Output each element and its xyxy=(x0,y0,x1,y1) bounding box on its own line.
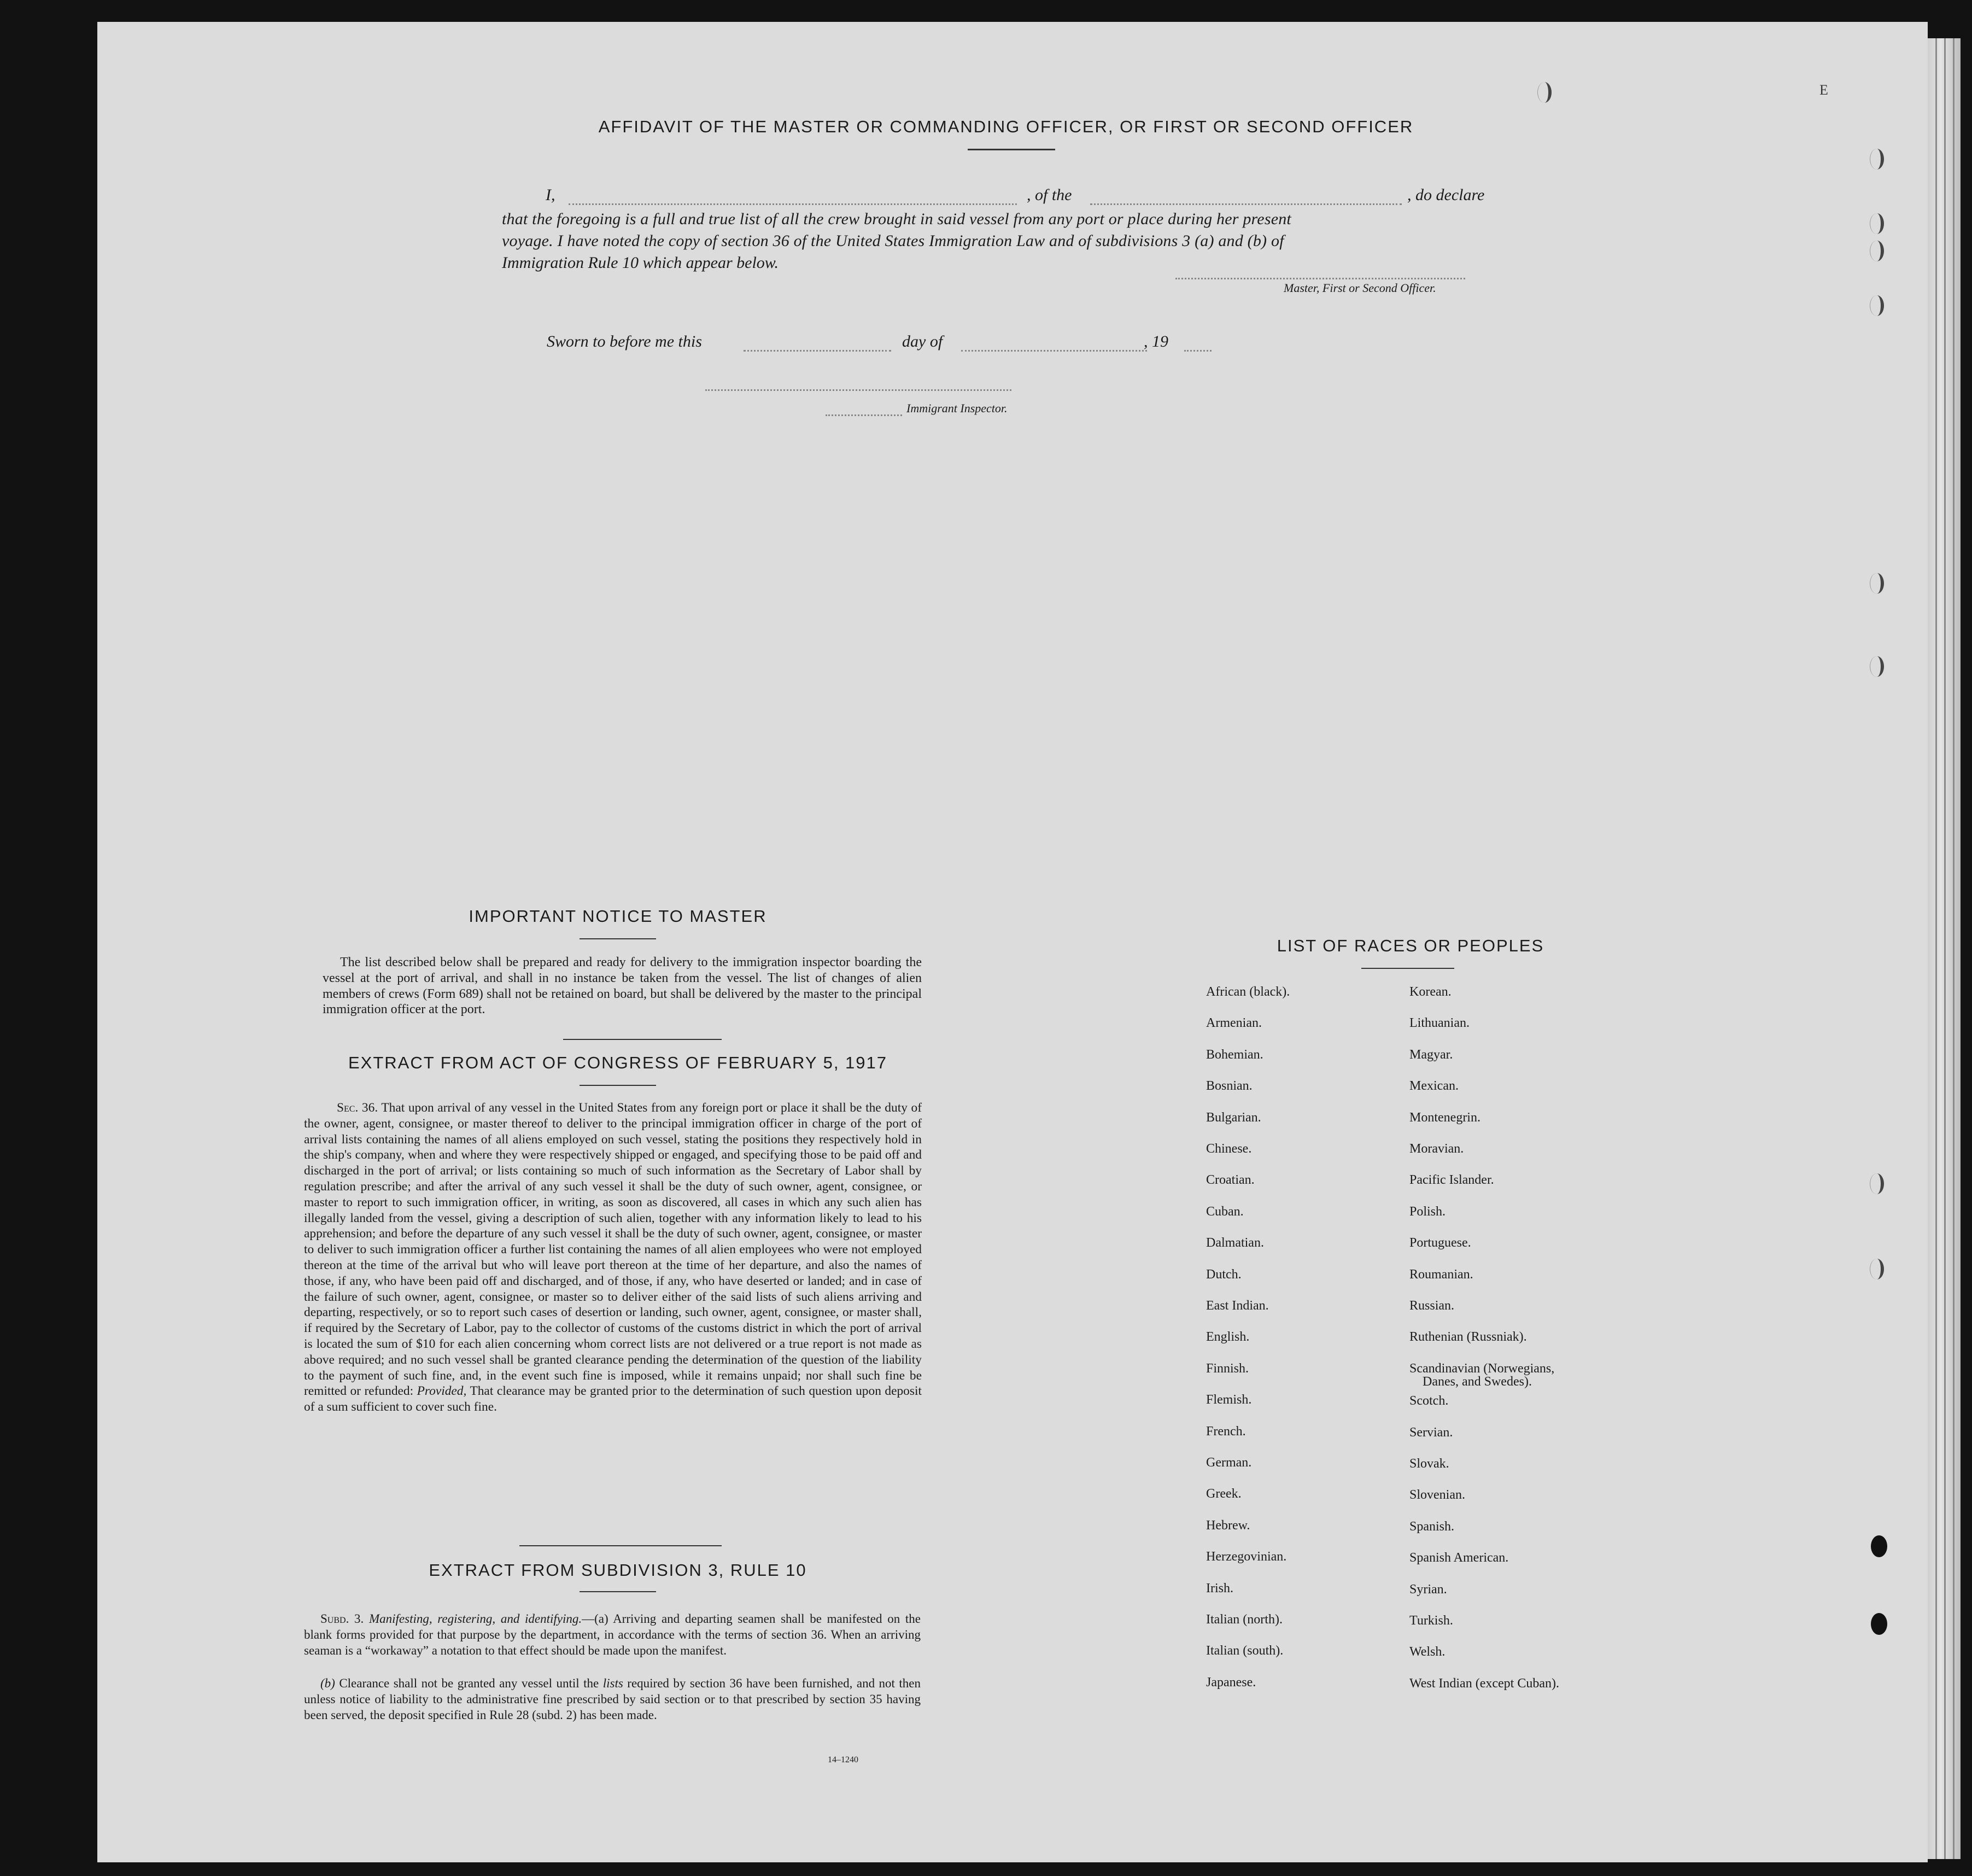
race-item: Slovenian. xyxy=(1409,1488,1465,1503)
affidavit-title: AFFIDAVIT OF THE MASTER OR COMMANDING OFFICER, OR FIRST OR SECOND OFFICER xyxy=(598,117,1414,136)
rule-para-b-lead: (b) xyxy=(320,1676,335,1690)
punch-hole xyxy=(1870,656,1884,677)
rule-title-rule xyxy=(580,1591,656,1592)
race-item: Dutch. xyxy=(1206,1267,1242,1282)
race-item: Ruthenian (Russniak). xyxy=(1409,1330,1527,1345)
punch-hole xyxy=(1871,1535,1887,1557)
race-item: English. xyxy=(1206,1330,1250,1345)
form-number: 14–1240 xyxy=(828,1755,858,1764)
punch-hole xyxy=(1870,295,1884,316)
race-item: Croatian. xyxy=(1206,1173,1255,1188)
race-item: Scandinavian (Norwegians, Danes, and Swedes). xyxy=(1409,1361,1555,1389)
rule-para-a-text: —(a) Arriving and departing seamen shall be manifested on the blank forms provided for that purpose by the department, in accordance with the terms of section 36. When an arriving seaman is a “workaway” a notation to that effect should be made upon the manifest. xyxy=(304,1612,921,1657)
race-item: Italian (north). xyxy=(1206,1612,1283,1627)
race-item: Bulgarian. xyxy=(1206,1110,1261,1125)
race-item: Irish. xyxy=(1206,1581,1233,1596)
race-item: Russian. xyxy=(1409,1299,1455,1313)
race-item: Mexican. xyxy=(1409,1079,1459,1094)
rule-para-b-part1: Clearance shall not be granted any vessel until the xyxy=(339,1676,599,1690)
margin-mark: E xyxy=(1819,82,1828,98)
races-rule xyxy=(1361,968,1454,969)
act-section-number: Sec. 36. xyxy=(337,1101,378,1115)
act-body: That upon arrival of any vessel in the United States from any foreign port or place it shall be the duty of the owner, agent, consignee, or master thereof to deliver to the principal immigration officer in charge of the port of arrival lists containing the names of all aliens employed on such vessel, stating the positions they respectively hold in the ship's company, when and where they were respectively shipped or engaged, and specifying those to be paid off and discharged in the port of arrival; or lists containing so much of such information as the Secretary of Labor shall by regulation prescribe; and after the arrival of any such vessel it shall be the duty of such owner, agent, consignee, or master to report to such immigration officer, in writing, as soon as discovered, all cases in which any such alien has illegally landed from the vessel, giving a description of such alien, together with any information likely to lead to his apprehension; and before the departure of any such vessel it shall be the duty of such owner, agent, consignee, or master to deliver to such immigration officer a further list containing the names of all alien employees who were not employed thereon at the time of the arrival but who will leave port thereon at the time of her departure, and also the names of those, if any, who have been paid off and discharged, and of those, if any, who have deserted or landed; and in case of the failure of such owner, agent, consignee, or master so to deliver either of the said lists of such aliens arriving and departing, respectively, or so to report such cases of desertion or landing, such owner, agent, consignee, or master shall, if required by the Secretary of Labor, pay to the collector of customs of the customs district in which the port of arrival is located the sum of $10 for each alien concerning whom correct lists are not delivered or a true report is not made as above required; and no such vessel shall be granted clearance pending the determination of the question of the liability to the payment of such fine, and, in the event such fine is imposed, while it remains unpaid; nor shall such fine be remitted or refunded: xyxy=(304,1101,922,1399)
punch-hole xyxy=(1870,241,1884,261)
race-item: Spanish American. xyxy=(1409,1551,1509,1565)
race-item: Scotch. xyxy=(1409,1394,1449,1409)
race-item: Pacific Islander. xyxy=(1409,1173,1494,1188)
act-rule xyxy=(580,1085,656,1086)
punch-hole xyxy=(1870,573,1884,594)
section-rule xyxy=(563,1039,722,1040)
punch-hole xyxy=(1871,1613,1887,1635)
signature-line xyxy=(1175,278,1465,279)
race-item: Polish. xyxy=(1409,1204,1446,1219)
race-item: West Indian (except Cuban). xyxy=(1409,1676,1559,1691)
race-item: Italian (south). xyxy=(1206,1644,1284,1658)
race-item: Servian. xyxy=(1409,1425,1453,1440)
race-item: Welsh. xyxy=(1409,1645,1446,1659)
race-item: Greek. xyxy=(1206,1487,1242,1501)
title-rule xyxy=(968,149,1055,150)
vessel-blank xyxy=(1090,203,1402,205)
punch-hole xyxy=(1537,82,1552,103)
race-item: Armenian. xyxy=(1206,1016,1262,1031)
race-item: Dalmatian. xyxy=(1206,1236,1264,1250)
sworn-day-blank xyxy=(744,350,891,352)
rule-para-b-part2: required by section 36 have been furnished, and not then unless notice of liability to the administrative fine prescribed by said section or to that prescribed by section 35 having been served, the deposit specified in Rule 28 (subd. 2) has been made. xyxy=(304,1676,921,1722)
binding-edge xyxy=(1928,38,1961,1859)
notice-title: IMPORTANT NOTICE TO MASTER xyxy=(469,907,767,926)
act-title: EXTRACT FROM ACT OF CONGRESS OF FEBRUARY 5, 1917 xyxy=(348,1053,888,1072)
race-item: French. xyxy=(1206,1424,1246,1439)
punch-hole xyxy=(1870,1259,1884,1279)
race-item: Korean. xyxy=(1409,985,1452,999)
rule-heading: Manifesting, registering, and identifying. xyxy=(368,1612,582,1626)
race-item: Slovak. xyxy=(1409,1457,1449,1471)
punch-hole xyxy=(1870,213,1884,234)
act-tail: That clearance may be granted prior to the determination of such question upon deposit of a sum sufficient to cover such fine. xyxy=(304,1384,922,1415)
race-item: German. xyxy=(1206,1456,1252,1470)
race-item: Moravian. xyxy=(1409,1142,1464,1156)
race-item: Montenegrin. xyxy=(1409,1110,1481,1125)
rule-para-b-lists: lists xyxy=(602,1676,623,1690)
race-item: Spanish. xyxy=(1409,1519,1455,1534)
race-item: Finnish. xyxy=(1206,1361,1249,1376)
punch-hole xyxy=(1870,1173,1884,1194)
sworn-month-blank xyxy=(961,350,1147,352)
rule-title: EXTRACT FROM SUBDIVISION 3, RULE 10 xyxy=(429,1561,807,1580)
race-item: African (black). xyxy=(1206,985,1290,999)
race-item: Bohemian. xyxy=(1206,1047,1263,1062)
race-item: Flemish. xyxy=(1206,1393,1252,1407)
race-item: Chinese. xyxy=(1206,1142,1252,1156)
race-item: Herzegovinian. xyxy=(1206,1550,1287,1564)
race-item: Magyar. xyxy=(1409,1047,1453,1062)
act-provided: Provided, xyxy=(417,1384,467,1399)
race-item: Cuban. xyxy=(1206,1204,1244,1219)
inspector-signature-line xyxy=(705,389,1011,391)
inspector-label: Immigrant Inspector. xyxy=(906,401,1008,415)
inspector-signature-line xyxy=(826,414,902,416)
notice-rule xyxy=(580,938,656,939)
section-rule xyxy=(519,1545,722,1546)
race-item: East Indian. xyxy=(1206,1299,1269,1313)
name-blank xyxy=(569,203,1017,205)
rule-para-b xyxy=(304,1675,921,1723)
race-item: Roumanian. xyxy=(1409,1267,1473,1282)
act-text xyxy=(304,1100,922,1415)
sworn-year-blank xyxy=(1184,350,1212,352)
race-item: Hebrew. xyxy=(1206,1518,1250,1533)
race-item: Syrian. xyxy=(1409,1582,1447,1597)
punch-hole xyxy=(1870,149,1884,170)
rule-subd-number: Subd. 3. xyxy=(320,1612,364,1626)
race-item: Bosnian. xyxy=(1206,1079,1253,1094)
race-item: Japanese. xyxy=(1206,1675,1256,1690)
notice-text: The list described below shall be prepared and ready for delivery to the immigration inspector boarding the vessel at the port of arrival, and shall in no instance be taken from the vessel. The list of changes of alien members of crews (Form 689) shall not be retained on board, but shall be delivered by the master to the principal immigration officer at the port. xyxy=(323,955,922,1017)
race-item: Lithuanian. xyxy=(1409,1016,1470,1031)
rule-para-a xyxy=(304,1611,921,1658)
races-title: LIST OF RACES OR PEOPLES xyxy=(1277,936,1544,955)
signature-label: Master, First or Second Officer. xyxy=(1284,281,1436,295)
race-item: Portuguese. xyxy=(1409,1236,1471,1250)
race-item: Turkish. xyxy=(1409,1614,1453,1628)
